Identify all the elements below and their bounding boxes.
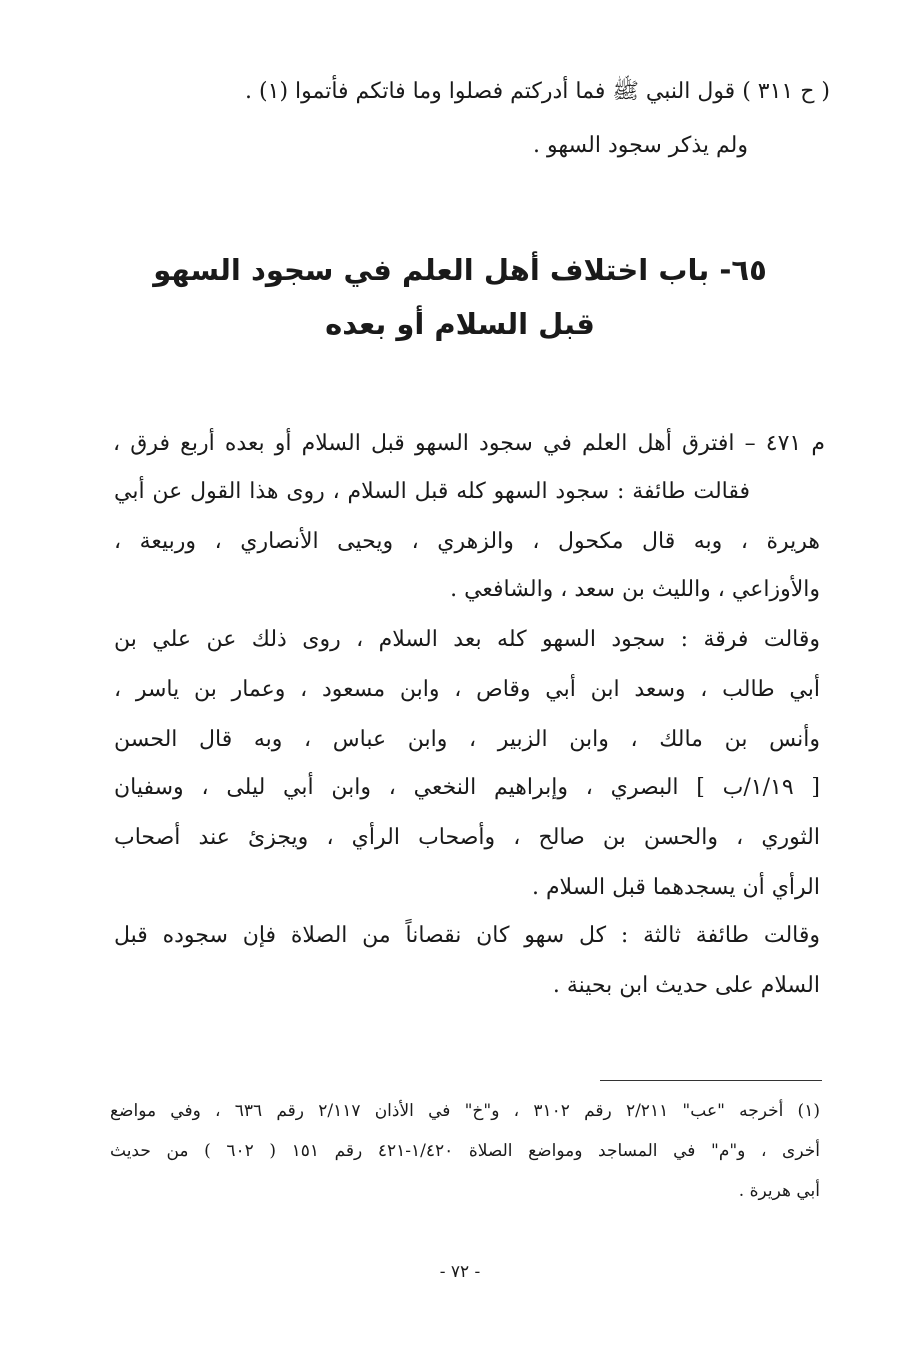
- paragraph-line: فقالت طائفة : سجود السهو كله قبل السلام ، روى هذا القول عن أبي: [114, 479, 750, 504]
- paragraph-line: وأنس بن مالك ، وابن الزبير ، وابن عباس ، وبه قال الحسن: [114, 727, 820, 752]
- paragraph-line: هريرة ، وبه قال مكحول ، والزهري ، ويحيى الأنصاري ، وربيعة ،: [114, 529, 820, 554]
- paragraph-line: م ٤٧١ – افترق أهل العلم في سجود السهو قبل السلام أو بعده أربع فرق ،: [113, 431, 825, 456]
- footnote-divider: [600, 1080, 822, 1081]
- footnote-line: أخرى ، و"م" في المساجد ومواضع الصلاة ١/٤٢٠-٤٢١ رقم ١٥١ ( ٦٠٢ ) من حديث: [110, 1141, 820, 1161]
- paragraph-line: الثوري ، والحسن بن صالح ، وأصحاب الرأي ، ويجزئ عند أصحاب: [114, 825, 820, 850]
- paragraph-line: وقالت فرقة : سجود السهو كله بعد السلام ، روى ذلك عن علي بن: [114, 627, 820, 652]
- hadith-line: ( ح ٣١١ ) قول النبي ﷺ فما أدركتم فصلوا وما فاتكم فأتموا (١) .: [245, 79, 830, 104]
- paragraph-line: أبي طالب ، وسعد ابن أبي وقاص ، وابن مسعود ، وعمار بن ياسر ،: [114, 677, 820, 702]
- chapter-subtitle: قبل السلام أو بعده: [325, 307, 595, 341]
- paragraph-line: الرأي أن يسجدهما قبل السلام .: [531, 875, 820, 900]
- note-line: ولم يذكر سجود السهو .: [533, 133, 748, 158]
- chapter-title: ٦٥- باب اختلاف أهل العلم في سجود السهو: [153, 253, 767, 287]
- paragraph-line: والأوزاعي ، والليث بن سعد ، والشافعي .: [450, 577, 820, 602]
- paragraph-line: [ ١/١٩/ب ] البصري ، وإبراهيم النخعي ، وابن أبي ليلى ، وسفيان: [114, 775, 821, 800]
- paragraph-line: وقالت طائفة ثالثة : كل سهو كان نقصاناً من الصلاة فإن سجوده قبل: [114, 923, 820, 948]
- footnote-line: أبي هريرة .: [738, 1181, 820, 1201]
- paragraph-line: السلام على حديث ابن بحينة .: [552, 973, 820, 998]
- footnote-line: (١) أخرجه "عب" ٢/٢١١ رقم ٣١٠٢ ، و"خ" في الأذان ٢/١١٧ رقم ٦٣٦ ، وفي مواضع: [110, 1101, 820, 1121]
- page-number: - ٧٢ -: [439, 1262, 481, 1282]
